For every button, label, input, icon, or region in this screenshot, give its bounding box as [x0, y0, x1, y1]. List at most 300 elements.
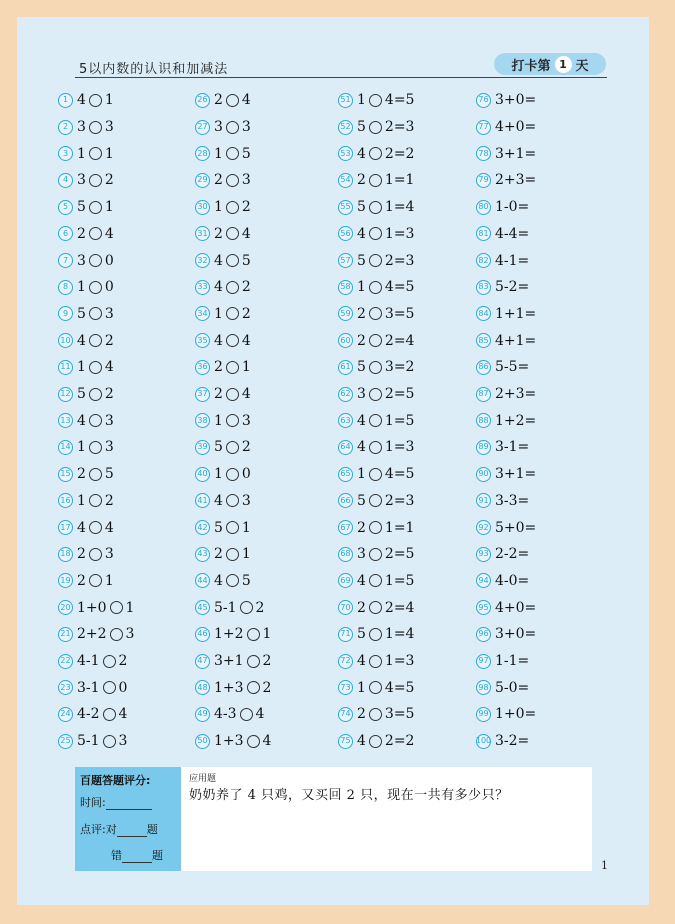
problem-expression[interactable]: 1 1 [77, 145, 114, 162]
problem-number: 29 [195, 173, 210, 188]
answer-circle[interactable] [369, 735, 382, 748]
wrong-row [111, 847, 163, 863]
problem-number: 24 [58, 707, 73, 722]
problem-expression[interactable]: 1+1= [495, 305, 537, 322]
problem-expression[interactable]: 2 1 [214, 546, 251, 563]
problem-expression[interactable]: 4 2=2 [357, 145, 415, 162]
problem-number: 90 [476, 467, 491, 482]
problem-expression[interactable]: 4-1= [495, 252, 530, 269]
problem-row [58, 354, 114, 381]
problem-expression[interactable]: 1 4 [77, 359, 114, 376]
answer-circle[interactable] [226, 281, 239, 294]
problem-expression[interactable]: 2 3=5 [357, 305, 415, 322]
problem-expression[interactable]: 4-0= [495, 572, 530, 589]
problem-expression[interactable]: 3+1= [495, 145, 537, 162]
problem-row [195, 488, 251, 515]
answer-circle[interactable] [226, 147, 239, 160]
problem-row [58, 301, 114, 328]
problem-number: 7 [58, 253, 73, 268]
problem-expression[interactable]: 2 1 [77, 572, 114, 589]
answer-circle[interactable] [369, 201, 382, 214]
problem-number: 57 [338, 253, 353, 268]
problem-expression[interactable]: 4+1= [495, 332, 537, 349]
answer-circle[interactable] [89, 334, 102, 347]
problem-row [476, 674, 529, 701]
problem-expression[interactable]: 5 2 [77, 386, 114, 403]
problem-row [58, 247, 114, 274]
problem-expression[interactable]: 2-2= [495, 546, 530, 563]
problem-row [338, 701, 414, 728]
problem-number: 84 [476, 306, 491, 321]
answer-circle[interactable] [89, 121, 102, 134]
problem-number: 85 [476, 333, 491, 348]
problem-number: 38 [195, 413, 210, 428]
problem-expression[interactable]: 3 3 [214, 119, 251, 136]
problem-expression[interactable]: 2 2=4 [357, 599, 415, 616]
problem-expression[interactable]: 5 2=3 [357, 492, 415, 509]
problem-expression[interactable]: 1 2 [214, 199, 251, 216]
problem-row [476, 648, 529, 675]
problem-expression[interactable]: 1 4=5 [357, 679, 415, 696]
problem-expression[interactable]: 3+1 2 [214, 653, 272, 670]
problem-expression[interactable]: 4-3 4 [214, 706, 265, 723]
answer-circle[interactable] [369, 548, 382, 561]
problem-number: 1 [58, 93, 73, 108]
problem-row [195, 354, 251, 381]
problem-row [476, 568, 529, 595]
problem-expression[interactable]: 5 2=3 [357, 252, 415, 269]
answer-circle[interactable] [226, 414, 239, 427]
problem-number: 68 [338, 547, 353, 562]
problem-row [338, 728, 414, 755]
problem-expression[interactable]: 5-2= [495, 279, 530, 296]
problem-number: 2 [58, 120, 73, 135]
problem-expression[interactable]: 2 5 [77, 466, 114, 483]
answer-circle[interactable] [89, 254, 102, 267]
problem-expression[interactable]: 2 3=5 [357, 706, 415, 723]
answer-circle[interactable] [247, 735, 260, 748]
problem-expression[interactable]: 2 4 [77, 225, 114, 242]
problem-expression[interactable]: 5-1 2 [214, 599, 265, 616]
answer-circle[interactable] [226, 494, 239, 507]
answer-circle[interactable] [369, 361, 382, 374]
problem-expression[interactable]: 5-1 3 [77, 733, 128, 750]
problem-number: 63 [338, 413, 353, 428]
problem-expression[interactable]: 3+0= [495, 92, 537, 109]
problem-expression[interactable]: 1 0 [214, 466, 251, 483]
problem-expression[interactable]: 5-0= [495, 679, 530, 696]
problem-number: 12 [58, 387, 73, 402]
answer-circle[interactable] [369, 307, 382, 320]
answer-circle[interactable] [226, 441, 239, 454]
problem-row [338, 648, 414, 675]
problem-expression[interactable]: 4+0= [495, 119, 537, 136]
problem-number: 66 [338, 493, 353, 508]
answer-circle[interactable] [226, 254, 239, 267]
problem-row [195, 140, 251, 167]
problem-number: 56 [338, 226, 353, 241]
problem-expression[interactable]: 4 2 [214, 279, 251, 296]
problem-number: 54 [338, 173, 353, 188]
answer-circle[interactable] [226, 574, 239, 587]
problem-row [338, 674, 414, 701]
answer-circle[interactable] [226, 521, 239, 534]
correct-blank[interactable] [117, 836, 147, 837]
problem-number: 28 [195, 146, 210, 161]
answer-circle[interactable] [89, 521, 102, 534]
problem-expression[interactable]: 1+3 2 [214, 679, 272, 696]
problem-expression[interactable]: 4 2=2 [357, 733, 415, 750]
problem-expression[interactable]: 1 5 [214, 145, 251, 162]
problem-row [195, 221, 251, 248]
problem-expression[interactable]: 2 3 [214, 172, 251, 189]
answer-circle[interactable] [240, 601, 253, 614]
problem-row [58, 221, 114, 248]
problem-number: 53 [338, 146, 353, 161]
problem-expression[interactable]: 2 1=1 [357, 519, 415, 536]
problem-row [58, 461, 114, 488]
problem-expression[interactable]: 5 3 [77, 305, 114, 322]
problem-row [195, 114, 251, 141]
problem-expression[interactable]: 2+3= [495, 172, 537, 189]
problem-number: 8 [58, 280, 73, 295]
answer-circle[interactable] [369, 708, 382, 721]
problem-expression[interactable]: 5-5= [495, 359, 530, 376]
problem-row [476, 194, 529, 221]
problem-expression[interactable]: 1+2= [495, 412, 537, 429]
problem-number: 69 [338, 573, 353, 588]
problem-number: 75 [338, 734, 353, 749]
problem-number: 71 [338, 627, 353, 642]
problem-number: 46 [195, 627, 210, 642]
problem-expression[interactable]: 3 2 [77, 172, 114, 189]
problem-row [338, 381, 414, 408]
problem-row [476, 594, 536, 621]
answer-circle[interactable] [89, 174, 102, 187]
answer-circle[interactable] [369, 227, 382, 240]
answer-circle[interactable] [369, 574, 382, 587]
problem-number: 76 [476, 93, 491, 108]
answer-circle[interactable] [226, 227, 239, 240]
problem-expression[interactable]: 1 0 [77, 279, 114, 296]
problem-expression[interactable]: 4 3 [77, 412, 114, 429]
problem-number: 73 [338, 680, 353, 695]
answer-circle[interactable] [369, 94, 382, 107]
problem-row [195, 434, 251, 461]
problem-expression[interactable]: 2 4 [214, 225, 251, 242]
problem-row [338, 594, 414, 621]
problem-row [476, 301, 536, 328]
answer-circle[interactable] [226, 361, 239, 374]
problem-expression[interactable]: 3-2= [495, 733, 530, 750]
problem-row [338, 194, 414, 221]
answer-circle[interactable] [369, 441, 382, 454]
problem-expression[interactable]: 3 3 [77, 119, 114, 136]
problem-expression[interactable]: 5 1=4 [357, 626, 415, 643]
problem-expression[interactable]: 1+3 4 [214, 733, 272, 750]
problem-number: 83 [476, 280, 491, 295]
checkin-badge [494, 53, 606, 75]
problem-expression[interactable]: 3-1= [495, 439, 530, 456]
answer-circle[interactable] [89, 94, 102, 107]
problem-expression[interactable]: 1 4=5 [357, 279, 415, 296]
answer-circle[interactable] [369, 414, 382, 427]
problem-expression[interactable]: 4-1 2 [77, 653, 128, 670]
answer-circle[interactable] [110, 601, 123, 614]
answer-circle[interactable] [369, 494, 382, 507]
problem-expression[interactable]: 2 4 [214, 386, 251, 403]
problem-expression[interactable]: 1+0 1 [77, 599, 135, 616]
problem-expression[interactable]: 5 2=3 [357, 119, 415, 136]
problem-number: 61 [338, 360, 353, 375]
problem-number: 95 [476, 600, 491, 615]
problem-number: 26 [195, 93, 210, 108]
problem-number: 17 [58, 520, 73, 535]
problem-expression[interactable]: 2 1=1 [357, 172, 415, 189]
problem-row [476, 87, 536, 114]
problem-number: 92 [476, 520, 491, 535]
answer-circle[interactable] [110, 628, 123, 641]
problem-number: 45 [195, 600, 210, 615]
problem-expression[interactable]: 1-1= [495, 653, 530, 670]
problem-number: 11 [58, 360, 73, 375]
problem-number: 19 [58, 573, 73, 588]
answer-circle[interactable] [89, 281, 102, 294]
problem-expression[interactable]: 4 1=5 [357, 572, 415, 589]
problem-row [476, 114, 536, 141]
problem-row [476, 701, 536, 728]
problem-number: 98 [476, 680, 491, 695]
problem-expression[interactable]: 2 3 [77, 546, 114, 563]
problem-expression[interactable]: 4-4= [495, 225, 530, 242]
problem-expression[interactable]: 1 4=5 [357, 92, 415, 109]
problem-expression[interactable]: 2 2=4 [357, 332, 415, 349]
answer-circle[interactable] [369, 681, 382, 694]
problem-expression[interactable]: 4-2 4 [77, 706, 128, 723]
problem-expression[interactable]: 1 2 [77, 492, 114, 509]
problem-row [58, 140, 114, 167]
answer-circle[interactable] [247, 655, 260, 668]
page-number: 1 [601, 859, 608, 872]
problem-expression[interactable]: 2 1 [214, 359, 251, 376]
problem-number: 4 [58, 173, 73, 188]
answer-circle[interactable] [369, 121, 382, 134]
problem-row [338, 488, 414, 515]
answer-circle[interactable] [247, 628, 260, 641]
problem-expression[interactable]: 3 0 [77, 252, 114, 269]
problem-row [476, 354, 529, 381]
answer-circle[interactable] [89, 441, 102, 454]
problem-number: 86 [476, 360, 491, 375]
answer-circle[interactable] [89, 147, 102, 160]
problem-row [338, 354, 414, 381]
answer-circle[interactable] [226, 388, 239, 401]
answer-circle[interactable] [240, 708, 253, 721]
problem-expression[interactable]: 4 4 [214, 332, 251, 349]
answer-circle[interactable] [226, 548, 239, 561]
bottom-panel [75, 767, 592, 871]
problem-row [476, 247, 529, 274]
problem-expression[interactable]: 4 4 [77, 519, 114, 536]
problem-number: 65 [338, 467, 353, 482]
problem-expression[interactable]: 1-0= [495, 199, 530, 216]
problem-row [58, 87, 114, 114]
problem-expression[interactable]: 5 1 [214, 519, 251, 536]
problem-row [195, 568, 251, 595]
problem-row [195, 327, 251, 354]
problem-row [195, 407, 251, 434]
answer-circle[interactable] [89, 201, 102, 214]
problem-expression[interactable]: 2+3= [495, 386, 537, 403]
problem-row [58, 568, 114, 595]
problem-expression[interactable]: 4 1=3 [357, 653, 415, 670]
problem-expression[interactable]: 5 2 [214, 439, 251, 456]
answer-circle[interactable] [226, 334, 239, 347]
answer-circle[interactable] [369, 174, 382, 187]
problem-expression[interactable]: 3+0= [495, 626, 537, 643]
problem-expression[interactable]: 5 1 [77, 199, 114, 216]
problem-expression[interactable]: 3+1= [495, 466, 537, 483]
problem-number: 58 [338, 280, 353, 295]
problem-number: 43 [195, 547, 210, 562]
answer-circle[interactable] [369, 281, 382, 294]
answer-circle[interactable] [89, 494, 102, 507]
problem-row [338, 87, 414, 114]
answer-circle[interactable] [89, 361, 102, 374]
problem-number: 79 [476, 173, 491, 188]
problem-expression[interactable]: 4 5 [214, 252, 251, 269]
answer-circle[interactable] [226, 307, 239, 320]
answer-circle[interactable] [89, 227, 102, 240]
problem-expression[interactable]: 2+2 3 [77, 626, 135, 643]
problem-expression[interactable]: 1 2 [214, 305, 251, 322]
problem-expression[interactable]: 3-1 0 [77, 679, 128, 696]
problem-number: 60 [338, 333, 353, 348]
problem-expression[interactable]: 3-3= [495, 492, 530, 509]
badge-suffix: 天 [575, 58, 589, 74]
problem-row [58, 728, 127, 755]
answer-circle[interactable] [89, 574, 102, 587]
problem-expression[interactable]: 5+0= [495, 519, 537, 536]
problem-row [338, 514, 414, 541]
problem-number: 9 [58, 306, 73, 321]
answer-circle[interactable] [369, 334, 382, 347]
problem-expression[interactable]: 4 5 [214, 572, 251, 589]
problem-number: 20 [58, 600, 73, 615]
problem-number: 99 [476, 707, 491, 722]
problem-expression[interactable]: 5 1=4 [357, 199, 415, 216]
answer-circle[interactable] [226, 121, 239, 134]
answer-circle[interactable] [103, 681, 116, 694]
problem-number: 33 [195, 280, 210, 295]
problem-expression[interactable]: 3 2=5 [357, 546, 415, 563]
problem-number: 89 [476, 440, 491, 455]
problem-row [476, 728, 529, 755]
page-title: 5以内数的认识和加减法 [79, 62, 229, 77]
problem-row [476, 381, 536, 408]
answer-circle[interactable] [89, 468, 102, 481]
problem-expression[interactable]: 1 3 [214, 412, 251, 429]
problem-row [338, 327, 414, 354]
problem-number: 93 [476, 547, 491, 562]
correct-row [80, 821, 158, 837]
problem-number: 67 [338, 520, 353, 535]
problem-expression[interactable]: 4 1=3 [357, 439, 415, 456]
problem-expression[interactable]: 1 3 [77, 439, 114, 456]
problem-number: 96 [476, 627, 491, 642]
answer-circle[interactable] [226, 468, 239, 481]
answer-circle[interactable] [226, 201, 239, 214]
problem-row [476, 327, 536, 354]
problem-row [195, 301, 251, 328]
problem-expression[interactable]: 5 3=2 [357, 359, 415, 376]
problem-number: 44 [195, 573, 210, 588]
time-blank[interactable] [106, 809, 152, 810]
answer-circle[interactable] [369, 521, 382, 534]
answer-circle[interactable] [369, 628, 382, 641]
correct-label: 点评:对 [80, 823, 117, 836]
problem-number: 50 [195, 734, 210, 749]
answer-circle[interactable] [89, 388, 102, 401]
answer-circle[interactable] [89, 307, 102, 320]
problem-number: 18 [58, 547, 73, 562]
problem-number: 13 [58, 413, 73, 428]
problem-row [338, 114, 414, 141]
problem-expression[interactable]: 4 2 [77, 332, 114, 349]
problem-expression[interactable]: 2 4 [214, 92, 251, 109]
problem-expression[interactable]: 1+2 1 [214, 626, 272, 643]
problem-expression[interactable]: 1 4=5 [357, 466, 415, 483]
answer-circle[interactable] [369, 468, 382, 481]
badge-prefix: 打卡第 [511, 58, 551, 74]
answer-circle[interactable] [369, 601, 382, 614]
problem-number: 15 [58, 467, 73, 482]
answer-circle[interactable] [89, 414, 102, 427]
wrong-blank[interactable] [122, 862, 152, 863]
problem-expression[interactable]: 1+0= [495, 706, 537, 723]
answer-circle[interactable] [226, 174, 239, 187]
answer-circle[interactable] [89, 548, 102, 561]
problem-expression[interactable]: 3 2=5 [357, 386, 415, 403]
problem-number: 31 [195, 226, 210, 241]
problem-row [338, 434, 414, 461]
answer-circle[interactable] [226, 94, 239, 107]
problem-expression[interactable]: 4+0= [495, 599, 537, 616]
answer-circle[interactable] [103, 708, 116, 721]
problem-expression[interactable]: 4 1=3 [357, 225, 415, 242]
problem-row [58, 488, 114, 515]
problem-row [476, 407, 536, 434]
answer-circle[interactable] [103, 735, 116, 748]
problem-number: 55 [338, 200, 353, 215]
problem-row [195, 674, 271, 701]
problem-number: 72 [338, 654, 353, 669]
problem-number: 62 [338, 387, 353, 402]
answer-circle[interactable] [369, 254, 382, 267]
answer-circle[interactable] [369, 655, 382, 668]
problem-expression[interactable]: 4 3 [214, 492, 251, 509]
problem-row [338, 221, 414, 248]
answer-circle[interactable] [247, 681, 260, 694]
answer-circle[interactable] [369, 388, 382, 401]
problem-number: 5 [58, 200, 73, 215]
problem-expression[interactable]: 4 1 [77, 92, 114, 109]
problem-number: 6 [58, 226, 73, 241]
problem-number: 74 [338, 707, 353, 722]
answer-circle[interactable] [369, 147, 382, 160]
problem-expression[interactable]: 4 1=5 [357, 412, 415, 429]
answer-circle[interactable] [103, 655, 116, 668]
